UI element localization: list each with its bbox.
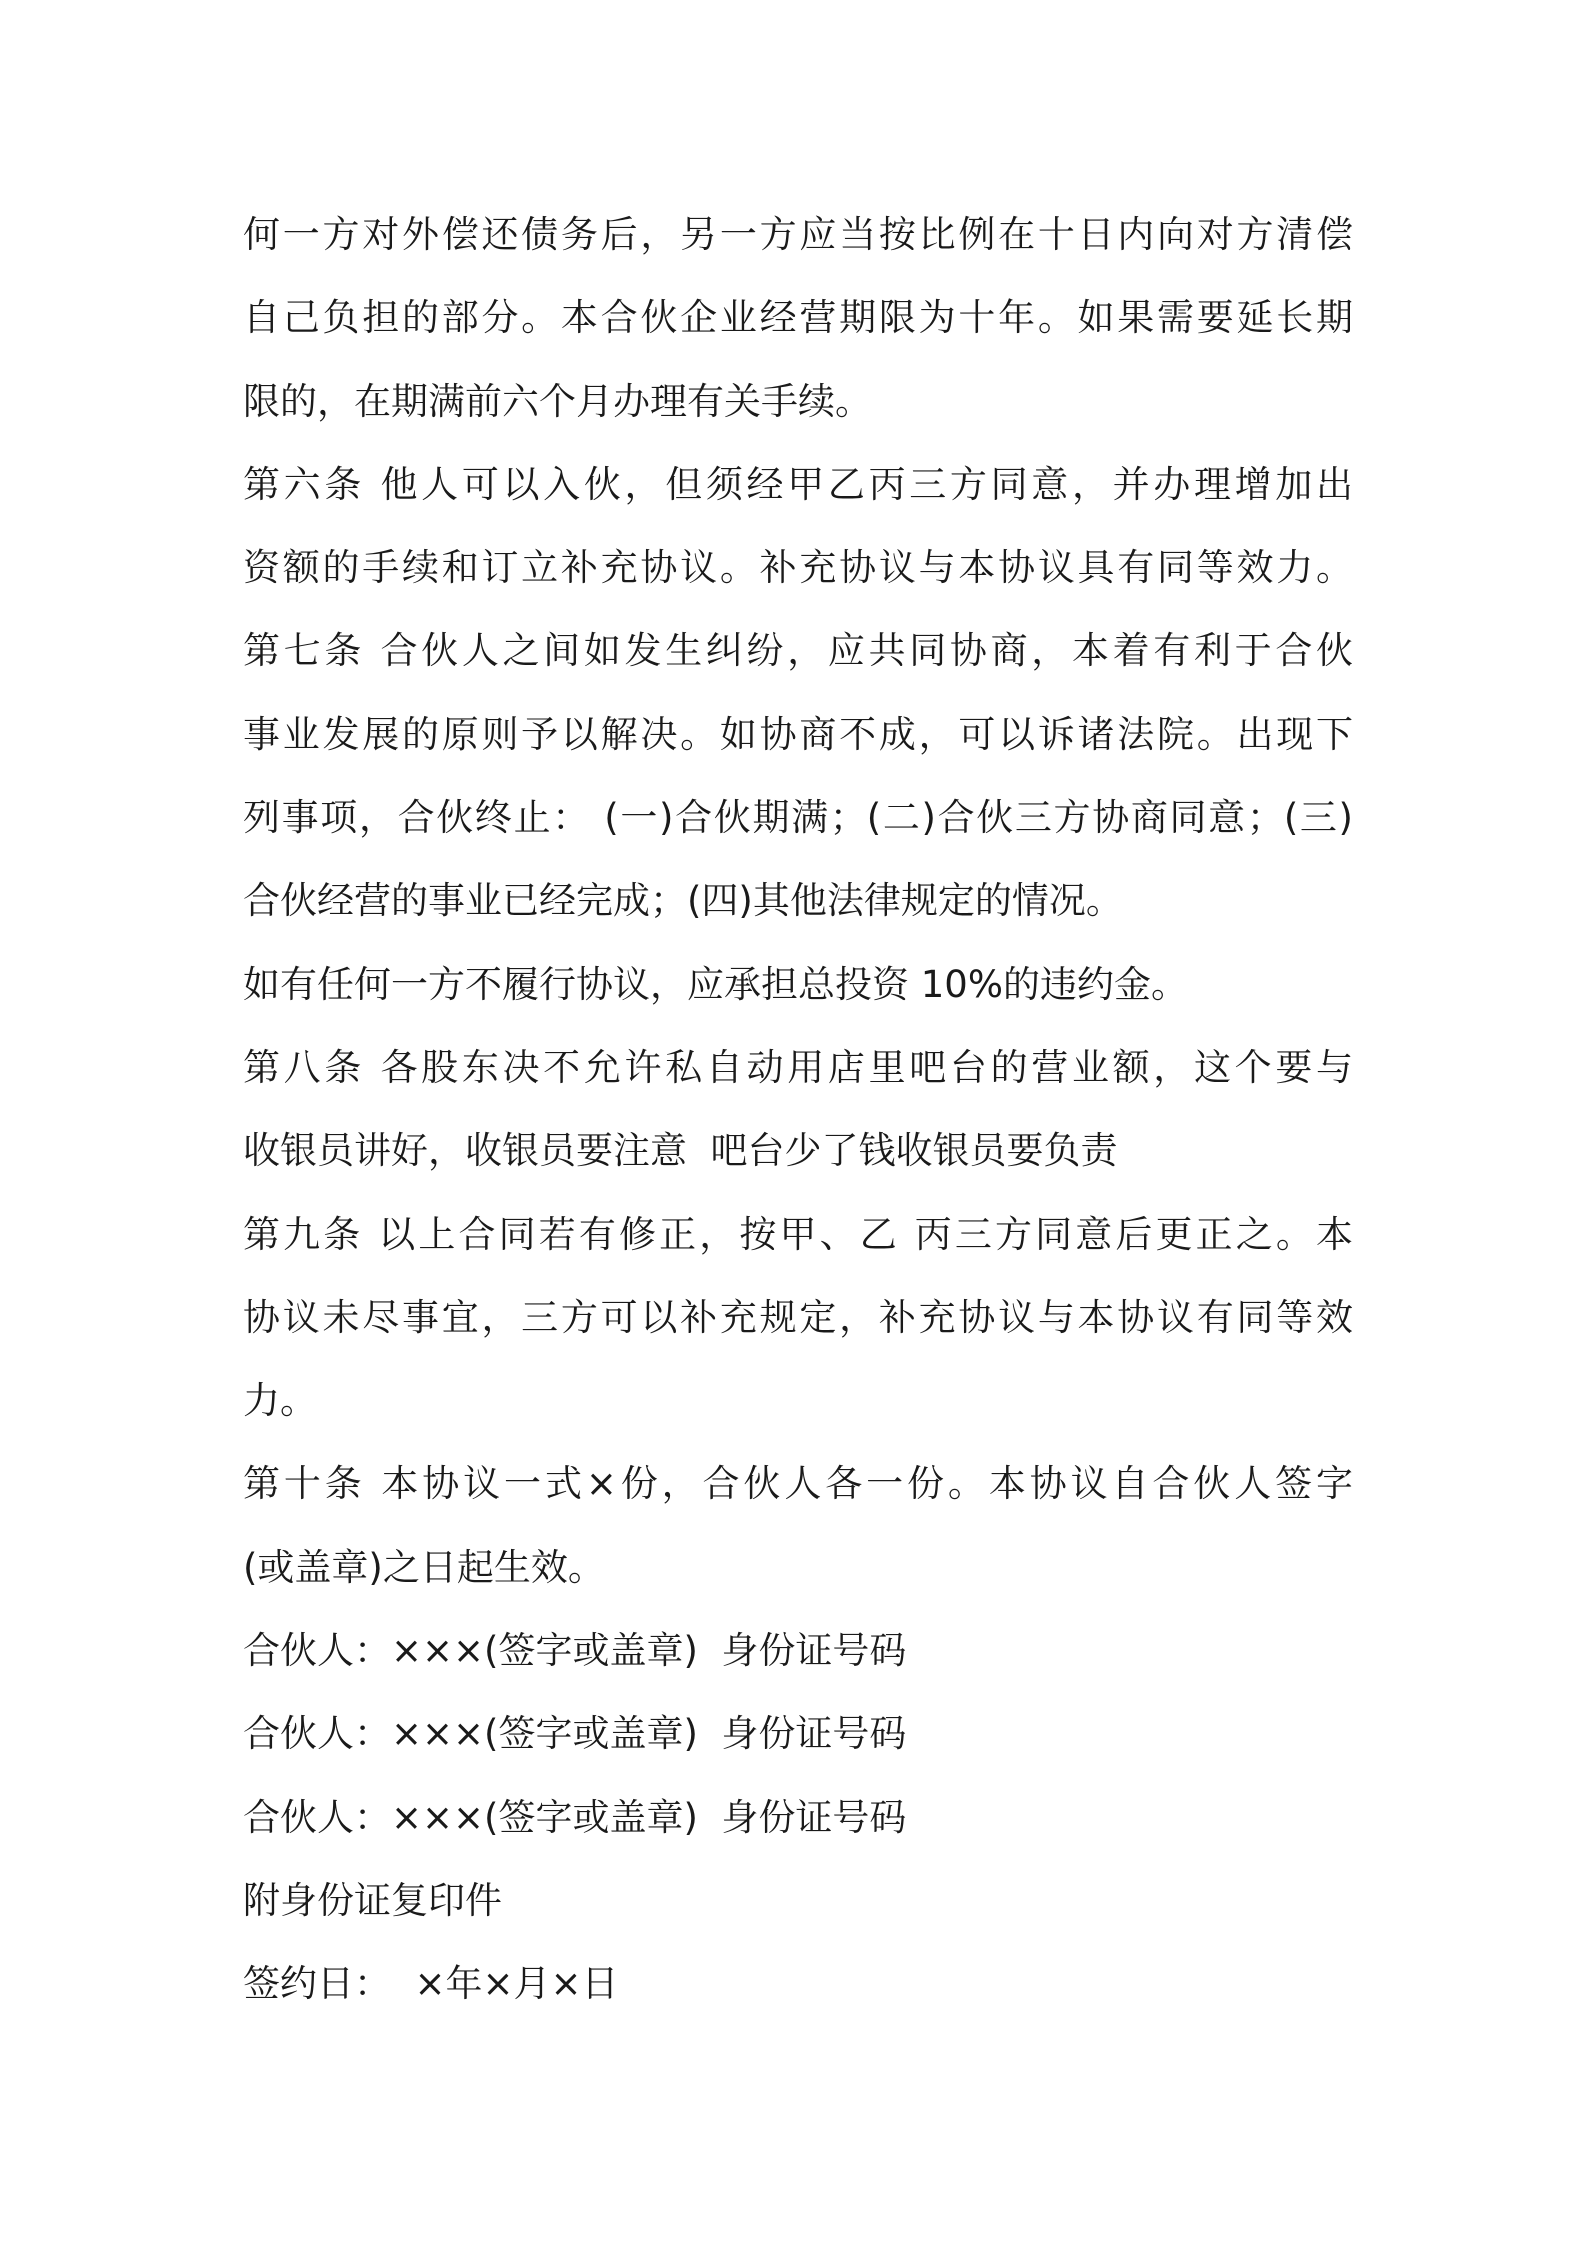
text-line: 限的，在期满前六个月办理有关手续。 — [243, 379, 872, 423]
text-line: (或盖章)之日起生效。 — [243, 1545, 605, 1589]
article-6-line: 第六条 他人可以入伙，但须经甲乙丙三方同意，并办理增加出 — [243, 462, 1353, 506]
text-line: 列事项，合伙终止： (一)合伙期满；(二)合伙三方协商同意；(三) — [243, 796, 1353, 840]
document-body — [243, 193, 1353, 2026]
penalty-clause-line: 如有任何一方不履行协议，应承担总投资 10%的违约金。 — [243, 962, 1188, 1006]
article-8-line: 第八条 各股东决不允许私自动用店里吧台的营业额，这个要与 — [243, 1045, 1353, 1089]
signing-date-line: 签约日： ×年×月×日 — [243, 1962, 619, 2006]
attachment-note-line: 附身份证复印件 — [243, 1878, 502, 1922]
partner-signature-line: 合伙人：×××(签字或盖章) 身份证号码 — [243, 1795, 907, 1839]
article-9-line: 第九条 以上合同若有修正，按甲、乙 丙三方同意后更正之。本 — [243, 1212, 1353, 1256]
text-line: 何一方对外偿还债务后，另一方应当按比例在十日内向对方清偿 — [243, 213, 1353, 256]
partner-signature-line: 合伙人：×××(签字或盖章) 身份证号码 — [243, 1712, 907, 1756]
partner-signature-line: 合伙人：×××(签字或盖章) 身份证号码 — [243, 1629, 907, 1673]
text-line: 收银员讲好，收银员要注意 吧台少了钱收银员要负责 — [243, 1129, 1118, 1173]
text-line: 合伙经营的事业已经完成；(四)其他法律规定的情况。 — [243, 879, 1123, 923]
text-line: 力。 — [243, 1379, 317, 1423]
text-line: 自己负担的部分。本合伙企业经营期限为十年。如果需要延长期 — [243, 296, 1353, 340]
text-line: 资额的手续和订立补充协议。补充协议与本协议具有同等效力。 — [243, 546, 1353, 590]
text-line: 事业发展的原则予以解决。如协商不成，可以诉诸法院。出现下 — [243, 712, 1353, 756]
text-line: 协议未尽事宜，三方可以补充规定，补充协议与本协议有同等效 — [243, 1295, 1353, 1339]
article-7-line: 第七条 合伙人之间如发生纠纷，应共同协商，本着有利于合伙 — [243, 629, 1353, 673]
article-10-line: 第十条 本协议一式×份，合伙人各一份。本协议自合伙人签字 — [243, 1462, 1353, 1506]
